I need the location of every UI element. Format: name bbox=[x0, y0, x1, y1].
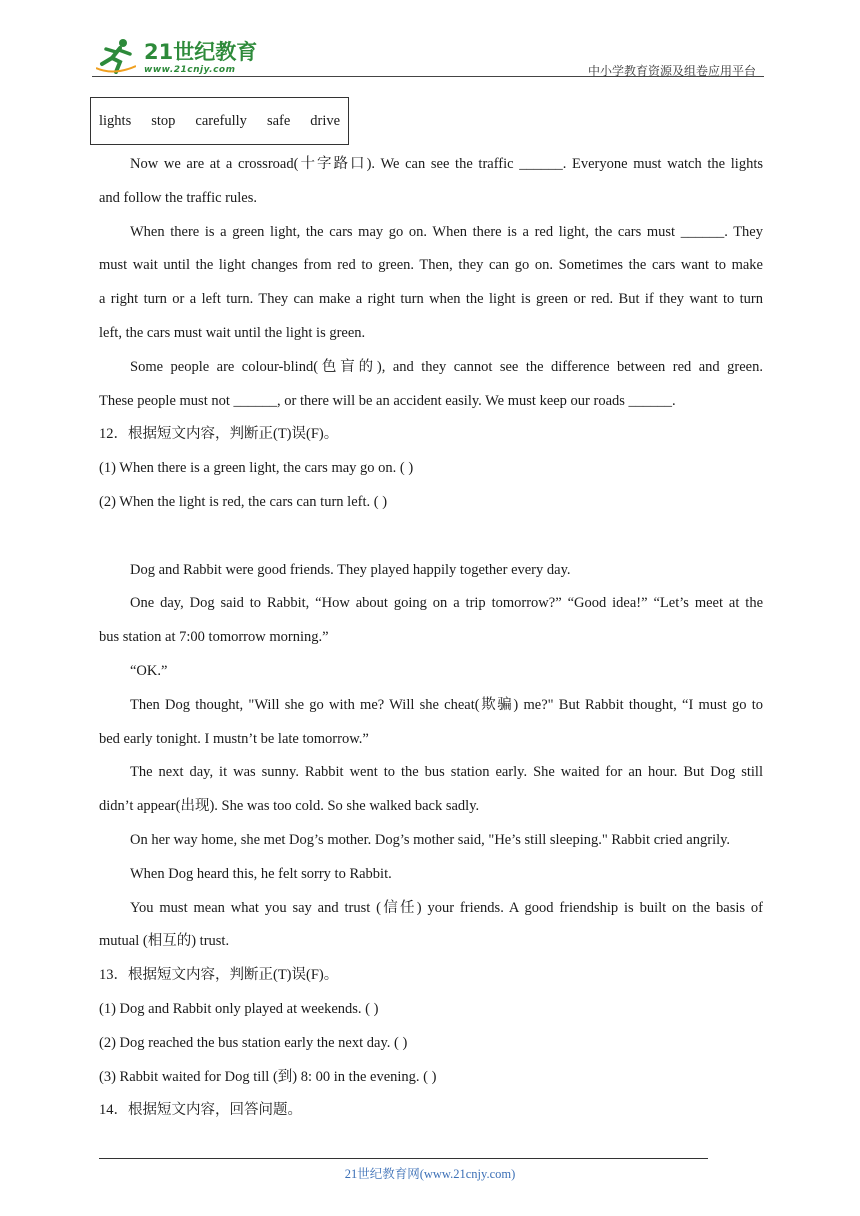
passage-line: left, the cars must wait until the light is green. bbox=[99, 324, 366, 341]
passage-line: didn’t appear(出现). She was too cold. So she walked back sadly. bbox=[99, 798, 480, 815]
word-bank-item: lights bbox=[99, 112, 132, 129]
footer-link[interactable]: 21世纪教育网(www.21cnjy.com) bbox=[344, 1167, 516, 1181]
word-bank-box bbox=[90, 97, 349, 145]
passage-line: bus station at 7:00 tomorrow morning.” bbox=[99, 629, 329, 646]
passage-dog-rabbit bbox=[99, 554, 763, 960]
question-13 bbox=[99, 959, 763, 1094]
passage-line: mutual (相互的) trust. bbox=[99, 933, 230, 950]
passage-line: Now we are at a crossroad(十字路口). We can see the traffic ______. Everyone must watch the lights bbox=[130, 156, 763, 172]
header-divider bbox=[92, 76, 764, 77]
question-item: (1) When there is a green light, the cars may go on. ( ) bbox=[99, 460, 414, 477]
passage-line: These people must not ______, or there will be an accident easily. We must keep our roads ______. bbox=[99, 392, 676, 409]
passage-line: bed early tonight. I mustn’t be late tomorrow.” bbox=[99, 730, 369, 747]
question-title: 13．根据短文内容，判断正(T)误(F)。 bbox=[99, 967, 339, 984]
passage-line: a right turn or a left turn. They can make a right turn when the light is green or red. But if they want to turn bbox=[99, 291, 763, 308]
passage-line: must wait until the light changes from red to green. Then, they can go on. Sometimes the cars want to make bbox=[99, 257, 763, 274]
page-header bbox=[92, 30, 764, 78]
logo-url: www.21cnjy.com bbox=[144, 65, 236, 75]
word-bank-item: stop bbox=[151, 112, 176, 129]
footer-divider bbox=[99, 1158, 708, 1159]
passage-line: Dog and Rabbit were good friends. They played happily together every day. bbox=[130, 561, 571, 578]
passage-traffic bbox=[99, 148, 763, 418]
passage-line: On her way home, she met Dog’s mother. Dog’s mother said, "He’s still sleeping." Rabbit cried angrily. bbox=[130, 831, 731, 848]
word-bank-item: carefully bbox=[195, 112, 247, 129]
question-12 bbox=[99, 418, 763, 519]
runner-logo-icon bbox=[96, 38, 136, 74]
passage-line: When there is a green light, the cars may go on. When there is a red light, the cars must ______. They bbox=[130, 223, 763, 240]
passage-line: “OK.” bbox=[130, 662, 168, 679]
passage-line: The next day, it was sunny. Rabbit went to the bus station early. She waited for an hour. But Dog still bbox=[130, 764, 763, 781]
word-bank-item: safe bbox=[266, 112, 291, 129]
document-body bbox=[99, 148, 763, 1128]
passage-line: Then Dog thought, "Will she go with me? Will she cheat(欺骗) me?" But Rabbit thought, “I must go to bbox=[130, 696, 763, 713]
spacer bbox=[99, 520, 763, 554]
question-14 bbox=[99, 1094, 763, 1128]
passage-line: One day, Dog said to Rabbit, “How about going on a trip tomorrow?” “Good idea!” “Let’s meet at the bbox=[130, 595, 763, 612]
header-platform-text: 中小学教育资源及组卷应用平台 bbox=[587, 64, 756, 78]
passage-line: When Dog heard this, he felt sorry to Rabbit. bbox=[130, 865, 392, 882]
passage-line: Some people are colour-blind(色盲的), and they cannot see the difference between red and green. bbox=[130, 358, 763, 375]
word-bank-item: drive bbox=[310, 112, 341, 129]
question-title: 12．根据短文内容，判断正(T)误(F)。 bbox=[99, 426, 339, 443]
passage-line: and follow the traffic rules. bbox=[99, 189, 257, 206]
passage-line: You must mean what you say and trust (信任) your friends. A good friendship is built on the basis of bbox=[130, 899, 763, 916]
question-item: (1) Dog and Rabbit only played at weekends. ( ) bbox=[99, 1000, 379, 1017]
question-title: 14．根据短文内容，回答问题。 bbox=[99, 1102, 302, 1119]
question-item: (2) When the light is red, the cars can turn left. ( ) bbox=[99, 493, 388, 510]
logo bbox=[92, 34, 262, 78]
logo-text: 21世纪教育 bbox=[144, 40, 258, 64]
question-item: (3) Rabbit waited for Dog till (到) 8: 00 in the evening. ( ) bbox=[99, 1068, 437, 1085]
question-item: (2) Dog reached the bus station early the next day. ( ) bbox=[99, 1034, 408, 1051]
